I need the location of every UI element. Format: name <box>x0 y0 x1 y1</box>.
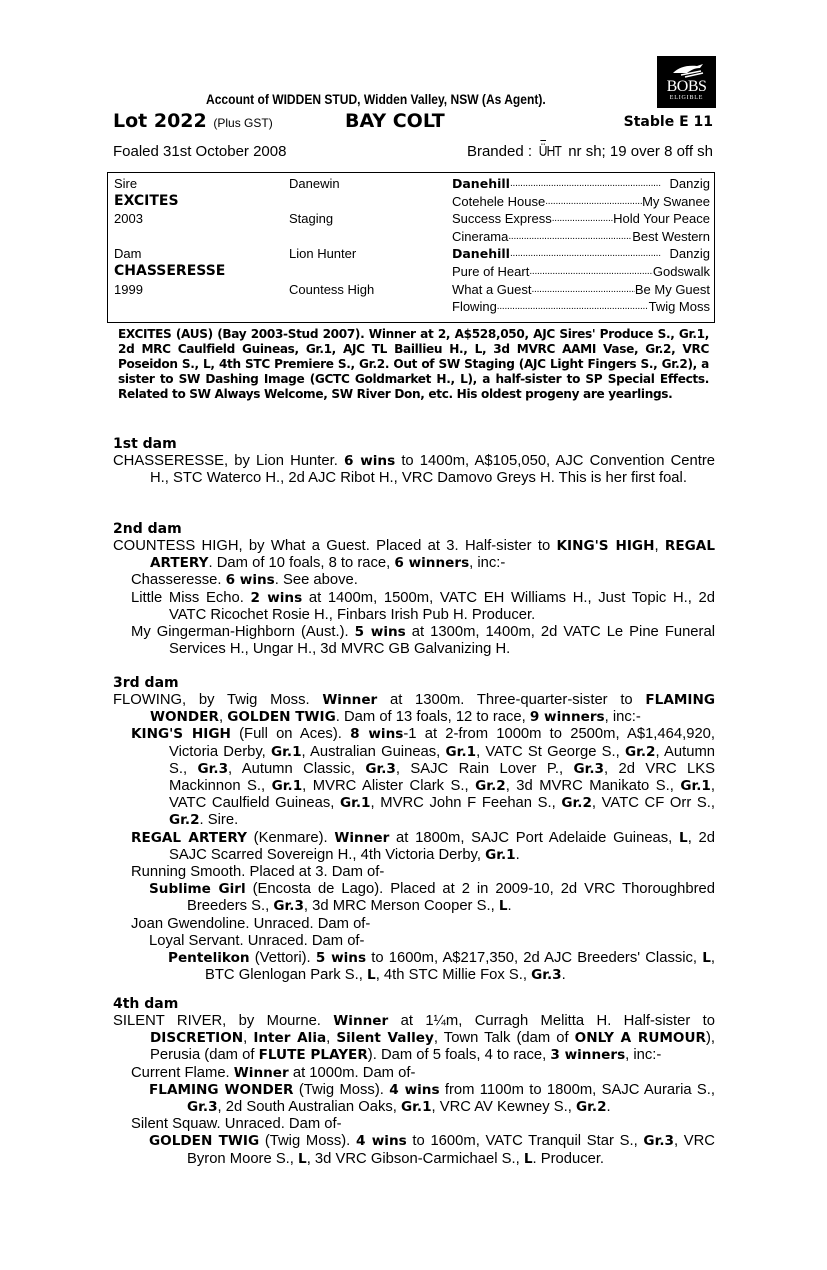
entry-text: at 1800m, SAJC Port Adelaide Guineas, <box>389 829 680 846</box>
entry-text: , Autumn Classic, <box>228 760 366 777</box>
entry-text: , Autumn S., <box>169 743 716 777</box>
entry-text: -1 at 2-from 1000m to 2500m, A$1,464,920, Victoria Derby, <box>169 726 716 760</box>
entry-text: Running Smooth. Placed at 3. Dam of- <box>131 864 385 881</box>
entry-text: (Twig Moss). <box>293 1081 390 1098</box>
bold-text: 9 winners <box>529 709 605 726</box>
bold-text: Gr.3 <box>573 760 605 777</box>
stable-location: Stable E 11 <box>623 114 713 130</box>
entry-text: . <box>606 1099 611 1116</box>
entry-text: , <box>326 1030 337 1047</box>
dam-year: 1999 <box>114 281 143 297</box>
entry-text: to 1400m, A$105,050, AJC Convention Centre H., STC Waterco H., 2d AJC Ribot H., VRC Damovo Greys H. This is her first foal. <box>150 453 715 487</box>
blank-cell <box>289 193 449 211</box>
bold-text: FLAMING WONDER <box>149 1081 294 1098</box>
entry-text: , MVRC Alister Clark S., <box>302 778 476 795</box>
dam-section-4 <box>113 996 715 1168</box>
great-grandparent-name: Cotehele House <box>452 193 546 209</box>
bold-text: 4 wins <box>389 1081 440 1098</box>
family-entry <box>113 864 715 881</box>
bold-text: Winner <box>334 829 390 846</box>
great-grandparent-sire: Twig Moss <box>648 299 710 315</box>
sire-name: EXCITES <box>114 192 179 209</box>
family-entry <box>113 1013 715 1065</box>
entry-text: . Dam of 13 foals, 12 to race, <box>335 709 530 726</box>
entry-text: Chasseresse. <box>131 572 226 589</box>
bold-text: Gr.1 <box>680 778 711 795</box>
bold-text: Gr.3 <box>531 967 562 984</box>
entry-text: , 2d SAJC Scarred Sovereign H., 4th Victoria Derby, <box>169 829 715 863</box>
bold-text: Gr.3 <box>187 1099 218 1116</box>
great-grandparent-name: Flowing <box>452 299 497 315</box>
logo-title: BOBS <box>666 78 707 95</box>
entry-text: , inc:- <box>604 709 641 726</box>
family-entry <box>113 590 715 624</box>
leader-dots <box>510 175 670 193</box>
entry-text: to 1600m, VATC Tranquil Star S., <box>406 1133 644 1150</box>
great-grandparent-sire: Be My Guest <box>634 281 710 297</box>
bold-text: Inter Alia <box>253 1030 327 1047</box>
blank-cell <box>289 228 449 246</box>
grandparent: Staging <box>289 211 334 227</box>
entry-text: Current Flame. <box>131 1064 234 1081</box>
entry-text: , 4th STC Millie Fox S., <box>375 967 532 984</box>
bold-text: L <box>679 829 688 846</box>
family-entry <box>113 1116 715 1133</box>
entry-text: , VRC Byron Moore S., <box>187 1133 715 1167</box>
logo-subtitle: ELIGIBLE <box>669 95 704 101</box>
great-grandparent-name: Success Express <box>452 211 552 227</box>
entry-text: , inc:- <box>625 1047 662 1064</box>
bold-text: Gr.2 <box>475 778 506 795</box>
dam-label: Dam <box>114 246 142 262</box>
entry-text: , Australian Guineas, <box>301 743 446 760</box>
family-entry <box>113 830 715 864</box>
great-grandparent-row <box>452 210 710 228</box>
leader-dots <box>531 281 634 299</box>
bold-text: Gr.1 <box>339 795 371 812</box>
entry-text: at 1000m. Dam of- <box>288 1064 416 1081</box>
lot-label: Lot 2022 <box>113 110 207 132</box>
pedigree-col-grandparents <box>289 175 449 316</box>
entry-text: , VRC AV Kewney S., <box>431 1099 576 1116</box>
family-entry <box>113 1065 715 1082</box>
entry-text: at 1300m, 1400m, 2d VATC Le Pine Funeral Services H., Ungar H., 3d MVRC GB Galvanizing H. <box>169 624 715 658</box>
lot-line <box>113 110 715 134</box>
entry-text: , VATC St George S., <box>476 743 625 760</box>
great-grandparent-name: Pure of Heart <box>452 263 530 279</box>
bold-text: FLUTE PLAYER <box>258 1047 368 1064</box>
entry-text: . Producer. <box>532 1150 605 1167</box>
branded-details: nr sh; 19 over 8 off sh <box>568 143 713 160</box>
bold-text: Winner <box>233 1064 289 1081</box>
entry-text: , 3d VRC Gibson-Carmichael S., <box>306 1150 524 1167</box>
entry-text: to 1600m, A$217,350, 2d AJC Breeders' Classic, <box>366 950 703 967</box>
bobs-eligible-logo <box>657 56 716 108</box>
bold-text: Sublime Girl <box>149 881 246 898</box>
vendor-account: Account of WIDDEN STUD, Widden Valley, NSW (As Agent). <box>206 91 546 107</box>
family-entry <box>113 538 715 572</box>
great-grandparent-name: Danehill <box>452 176 510 191</box>
dam-section-heading: 1st dam <box>113 436 177 452</box>
pedigree-table <box>107 172 715 323</box>
bold-text: GOLDEN TWIG <box>149 1133 260 1150</box>
great-grandparent-sire: My Swanee <box>642 193 710 209</box>
bold-text: Gr.3 <box>273 898 304 915</box>
bold-text: REGAL ARTERY <box>150 538 715 572</box>
leader-dots <box>510 245 670 263</box>
bold-text: Pentelikon <box>168 950 250 967</box>
dam-name: CHASSERESSE <box>114 262 226 279</box>
great-grandparent-name: Danehill <box>452 246 510 262</box>
entry-text: from 1100m to 1800m, SAJC Auraria S., <box>439 1081 715 1098</box>
blank-cell <box>114 298 284 316</box>
entry-text: CHASSERESSE, by Lion Hunter. <box>113 453 344 469</box>
entry-text: Little Miss Echo. <box>131 589 251 606</box>
entry-text: My Gingerman-Highborn (Aust.). <box>131 624 355 641</box>
entry-text: COUNTESS HIGH, by What a Guest. Placed at 3. Half-sister to <box>113 538 557 554</box>
bold-text: 6 wins <box>225 572 275 589</box>
entry-text: . Sire. <box>199 812 239 829</box>
dam-section-heading: 4th dam <box>113 996 179 1012</box>
entry-text: , VATC Caulfield Guineas, <box>169 778 716 812</box>
horse-head-icon <box>667 61 707 79</box>
sire-biography: EXCITES (AUS) (Bay 2003-Stud 2007). Winner at 2, A$528,050, AJC Sires' Produce S., Gr.1, 2d MRC Caulfield Guineas, Gr.1, AJC TL Baillieu H., L, 3d MVRC AAMI Vase, Gr.2, VRC Poseidon S., L, 4th STC Premiere S., Gr.2. Out of SW Staging (AJC Light Fingers S., Gr.2), a sister to SW Dashing Image (GCTC Goldmarket H., L), a half-sister to SP Special Effects. Related to SW Always Welcome, SW River Don, etc. His oldest progeny are yearlings. <box>118 327 709 401</box>
great-grandparent-sire: Hold Your Peace <box>613 211 710 227</box>
bold-text: Gr.1 <box>271 743 302 760</box>
great-grandparent-row <box>452 245 710 263</box>
dam-section-1 <box>113 436 715 487</box>
great-grandparent-name: What a Guest <box>452 281 532 297</box>
entry-text: ), Perusia (dam of <box>150 1030 715 1064</box>
plus-gst-note: (Plus GST) <box>213 116 273 130</box>
entry-text: , 3d MVRC Manikato S., <box>505 778 681 795</box>
leader-dots <box>497 298 649 316</box>
great-grandparent-sire: Danzig <box>669 246 710 262</box>
bold-text: Winner <box>333 1013 389 1029</box>
entry-text: , BTC Glenlogan Park S., <box>205 950 715 984</box>
bold-text: L <box>498 898 508 915</box>
entry-text: . See above. <box>274 572 358 589</box>
entry-text: , 3d MRC Merson Cooper S., <box>303 898 499 915</box>
family-entry <box>113 1133 715 1167</box>
entry-text: . <box>515 846 520 863</box>
bold-text: L <box>523 1150 533 1167</box>
entry-text: Silent Squaw. Unraced. Dam of- <box>131 1116 342 1133</box>
great-grandparent-row <box>452 263 710 281</box>
entry-text: , SAJC Rain Lover P., <box>395 760 574 777</box>
leader-dots <box>508 228 632 246</box>
pedigree-col-great-grandparents <box>452 175 710 316</box>
great-grandparent-row <box>452 281 710 299</box>
foaled-date: Foaled 31st October 2008 <box>113 143 287 160</box>
bold-text: FLAMING WONDER <box>150 692 715 726</box>
bold-text: L <box>367 967 376 984</box>
entry-text: . <box>507 898 512 915</box>
great-grandparent-sire: Best Western <box>632 228 710 244</box>
bold-text: 4 wins <box>355 1133 407 1150</box>
bold-text: Gr.2 <box>624 743 656 760</box>
family-entry <box>113 624 715 658</box>
entry-text: (Twig Moss). <box>259 1133 356 1150</box>
family-entry <box>113 1082 715 1116</box>
bold-text: Gr.3 <box>643 1133 674 1150</box>
entry-text: , MVRC John F Feehan S., <box>370 795 562 812</box>
bold-text: REGAL ARTERY <box>131 829 247 846</box>
family-entry <box>113 692 715 726</box>
bold-text: KING'S HIGH <box>131 726 231 743</box>
entry-text: , <box>218 709 228 726</box>
great-grandparent-name: Cinerama <box>452 228 509 244</box>
bold-text: Silent Valley <box>336 1030 434 1047</box>
bold-text: 6 wins <box>343 453 396 469</box>
brand-info <box>467 143 713 160</box>
pedigree-col-parents <box>114 175 284 316</box>
great-grandparent-row <box>452 175 710 193</box>
bold-text: Gr.1 <box>485 846 516 863</box>
bold-text: 5 wins <box>315 950 367 967</box>
entry-text: . Dam of 10 foals, 8 to race, <box>208 555 395 572</box>
dam-section-heading: 2nd dam <box>113 521 182 537</box>
family-entry <box>113 950 715 984</box>
dam-section-heading: 3rd dam <box>113 675 179 691</box>
bold-text: Gr.2 <box>169 812 200 829</box>
dam-section-3 <box>113 675 715 984</box>
lot-number <box>113 110 273 132</box>
entry-text: , <box>243 1030 254 1047</box>
entry-text: (Vettori). <box>249 950 316 967</box>
great-grandparent-row <box>452 228 710 246</box>
bold-text: 8 wins <box>350 726 404 743</box>
bold-text: L <box>298 1150 307 1167</box>
bold-text: Gr.2 <box>576 1099 607 1116</box>
brand-mark-icon: ÜHT <box>539 143 561 160</box>
bold-text: 2 wins <box>250 589 303 606</box>
bold-text: Gr.3 <box>365 760 396 777</box>
bold-text: KING'S HIGH <box>556 538 655 554</box>
bold-text: Gr.3 <box>197 760 229 777</box>
leader-dots <box>529 263 653 281</box>
bold-text: ONLY A RUMOUR <box>574 1030 706 1047</box>
grandparent: Lion Hunter <box>289 246 357 262</box>
entry-text: Loyal Servant. Unraced. Dam of- <box>149 932 365 949</box>
bold-text: GOLDEN TWIG <box>227 709 336 726</box>
blank-cell <box>114 228 284 246</box>
entry-text: FLOWING, by Twig Moss. <box>113 692 323 708</box>
horse-description: BAY COLT <box>345 110 445 132</box>
entry-text: (Encosta de Lago). Placed at 2 in 2009-10, 2d VRC Thoroughbred Breeders S., <box>187 881 715 915</box>
sire-year: 2003 <box>114 211 143 227</box>
blank-cell <box>289 263 449 281</box>
bold-text: L <box>702 950 711 967</box>
bold-text: 5 wins <box>354 624 406 641</box>
bold-text: 3 winners <box>550 1047 626 1064</box>
grandparent: Danewin <box>289 176 340 191</box>
sire-label: Sire <box>114 176 138 191</box>
entry-text: , 2d South Australian Oaks, <box>217 1099 401 1116</box>
entry-text: ). Dam of 5 foals, 4 to race, <box>367 1047 551 1064</box>
leader-dots <box>552 210 613 228</box>
great-grandparent-row <box>452 193 710 211</box>
entry-text: , inc:- <box>469 555 506 572</box>
entry-text: at 1¼m, Curragh Melitta H. Half-sister to <box>388 1013 715 1029</box>
great-grandparent-sire: Godswalk <box>652 263 710 279</box>
bold-text: Gr.1 <box>271 778 303 795</box>
great-grandparent-sire: Danzig <box>669 176 710 191</box>
blank-cell <box>289 298 449 316</box>
entry-text: SILENT RIVER, by Mourne. <box>113 1013 334 1029</box>
entry-text: . <box>561 967 566 984</box>
grandparent: Countess High <box>289 281 375 297</box>
bold-text: Gr.2 <box>561 795 592 812</box>
bold-text: Gr.1 <box>445 743 477 760</box>
entry-text: Joan Gwendoline. Unraced. Dam of- <box>131 915 371 932</box>
entry-text: (Kenmare). <box>246 829 335 846</box>
entry-text: , 2d VRC LKS Mackinnon S., <box>169 760 715 795</box>
bold-text: DISCRETION <box>150 1030 244 1047</box>
bold-text: Gr.1 <box>400 1099 432 1116</box>
bold-text: Winner <box>322 692 378 708</box>
bold-text: 6 winners <box>394 555 470 572</box>
family-entry <box>113 933 715 950</box>
entry-text: , VATC CF Orr S., <box>591 795 715 812</box>
branded-label: Branded : <box>466 143 533 160</box>
family-entry <box>113 572 715 589</box>
family-entry <box>113 453 715 487</box>
entry-text: , <box>654 538 665 554</box>
leader-dots <box>545 193 642 211</box>
family-entry <box>113 916 715 933</box>
entry-text: , Town Talk (dam of <box>433 1030 575 1047</box>
entry-text: (Full on Aces). <box>230 726 351 743</box>
entry-text: at 1300m. Three-quarter-sister to <box>377 692 646 708</box>
family-entry <box>113 881 715 915</box>
family-entry <box>113 726 715 829</box>
entry-text: at 1400m, 1500m, VATC EH Williams H., Just Topic H., 2d VATC Ricochet Rosie H., Finbars Irish Pub H. Producer. <box>169 589 715 623</box>
dam-section-2 <box>113 521 715 658</box>
great-grandparent-row <box>452 298 710 316</box>
